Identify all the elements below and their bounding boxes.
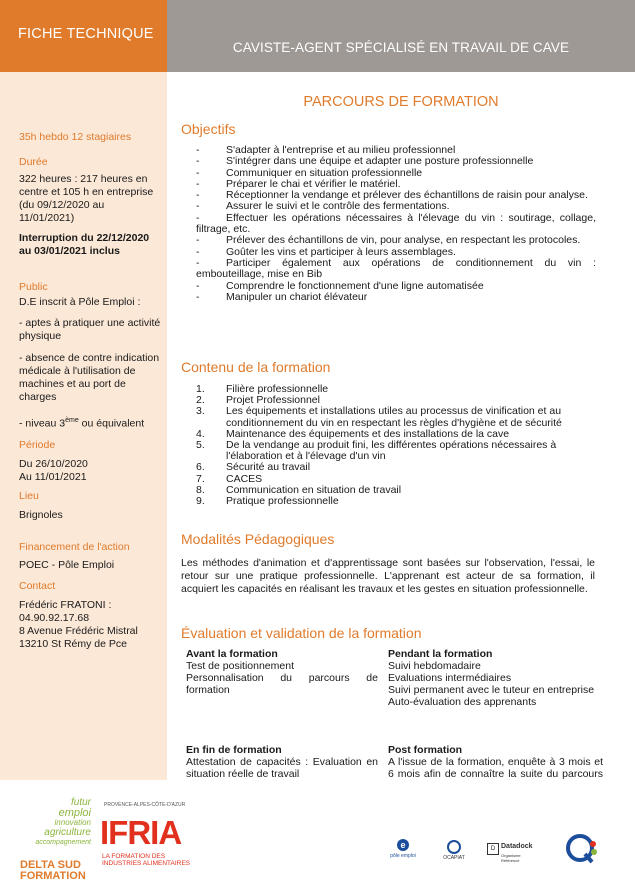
pendant-block [388, 648, 603, 708]
sidebar-duree-text: 322 heures : 217 heures en centre et 105 h en entreprise (du 09/12/2020 au 11/01/2021) [19, 173, 154, 224]
objectif-text: Participer également aux opérations de conditionnement du vin : embouteillage, mise en Bib [196, 256, 596, 281]
objectif-item [196, 213, 596, 236]
objectif-dash: - [196, 256, 200, 269]
header-right-title: CAVISTE-AGENT SPÉCIALISÉ EN TRAVAIL DE CAVE [232, 40, 570, 55]
delta-brand-1: DELTA SUD [20, 859, 81, 871]
contenu-number: 2. [196, 394, 205, 407]
objectif-item [196, 292, 596, 303]
quality-logo-icon [565, 832, 599, 866]
sidebar-lieu-text: Brignoles [19, 509, 63, 521]
contenu-number: 4. [196, 427, 205, 440]
objectifs-list [196, 145, 596, 303]
sidebar-contact-title: Contact [19, 580, 56, 592]
delta-word-3: innovation [54, 818, 91, 827]
ifria-tagline-2: INDUSTRIES ALIMENTAIRES [102, 860, 191, 867]
datadock-logo [487, 843, 547, 871]
datadock-sub-2: Référencé [501, 858, 520, 863]
header-left-banner [0, 0, 167, 72]
avant-item-2: Personnalisation du parcours de formation [186, 672, 378, 696]
ocapiat-label: OCAPIAT [443, 855, 465, 861]
contenu-text: Maintenance des équipements et des installations de la cave [226, 427, 510, 440]
delta-word-1: futur [70, 797, 91, 808]
delta-sud-logo [20, 798, 95, 886]
objectif-text: S'intégrer dans une équipe et adapter une posture professionnelle [226, 155, 534, 168]
contenu-text: Communication en situation de travail [226, 483, 402, 496]
ocapiat-icon [447, 840, 461, 854]
pendant-item-3: Suivi permanent avec le tuteur en entreprise [388, 684, 595, 696]
delta-word-4: agriculture [44, 827, 91, 838]
ocapiat-logo [434, 840, 474, 864]
objectif-dash: - [196, 200, 200, 213]
contenu-text: Sécurité au travail [226, 461, 311, 474]
evaluation-title: Évaluation et validation de la formation [181, 625, 422, 641]
sidebar-periode-2: Au 11/01/2021 [19, 471, 87, 483]
ifria-logo [100, 802, 200, 882]
objectif-dash: - [196, 166, 200, 179]
sidebar-public-1: D.E inscrit à Pôle Emploi : [19, 296, 141, 308]
datadock-sub-1: Organisme [501, 853, 521, 858]
datadock-icon: D [487, 843, 499, 855]
ifria-tagline-1: LA FORMATION DES [102, 853, 166, 860]
pole-emploi-logo [383, 839, 423, 869]
sidebar-public-2: - aptes à pratiquer une activité physique [19, 317, 161, 342]
objectif-text: Effectuer les opérations nécessaires à l'élevage du vin : soutirage, collage, filtrage, etc. [196, 211, 596, 236]
contenu-item [196, 440, 596, 462]
sidebar-periode-title: Période [19, 439, 56, 451]
contenu-text: Filière professionnelle [226, 383, 329, 395]
sidebar-lieu-title: Lieu [19, 490, 39, 502]
sidebar-contact-1: Frédéric FRATONI : [19, 599, 112, 611]
contenu-number: 6. [196, 461, 205, 474]
datadock-label: Datadock [501, 843, 533, 850]
page-title: PARCOURS DE FORMATION [303, 94, 499, 110]
partner-logos [0, 780, 635, 892]
sidebar-contact-4: 13210 St Rémy de Pce [19, 638, 127, 650]
sidebar-duree-title: Durée [19, 156, 48, 168]
sidebar-public-4-pre: - niveau 3 [19, 417, 66, 430]
pendant-item-2: Evaluations intermédiaires [388, 672, 512, 684]
contenu-item [196, 406, 596, 428]
avant-block [186, 648, 378, 696]
avant-item-1: Test de positionnement [186, 660, 294, 672]
header-right-banner [167, 0, 635, 72]
sidebar-public-title: Public [19, 281, 48, 293]
contenu-text: Pratique professionnelle [226, 495, 339, 508]
sidebar-periode-1: Du 26/10/2020 [19, 458, 88, 470]
fin-item-1: Attestation de capacités : Evaluation en situation réelle de travail [186, 756, 378, 780]
objectif-dash: - [196, 234, 200, 247]
delta-word-2: emploi [58, 807, 91, 819]
ifria-brand: IFRIA [100, 814, 182, 851]
delta-brand-2: FORMATION [20, 870, 86, 882]
sidebar-public-4-post: ou équivalent [78, 417, 145, 430]
objectif-dash: - [196, 245, 200, 258]
post-title: Post formation [388, 744, 463, 756]
sidebar-public-4 [19, 414, 161, 431]
objectif-text: S'adapter à l'entreprise et au milieu professionnel [226, 144, 456, 156]
pendant-title: Pendant la formation [388, 648, 493, 660]
contenu-text: De la vendange au produit fini, les différentes opérations nécessaires à l'élaboration et à l'élevage d'un vin [226, 439, 557, 463]
sidebar-summary: 35h hebdo 12 stagiaires [19, 131, 132, 143]
fin-title: En fin de formation [186, 744, 282, 756]
sidebar-interruption: Interruption du 22/12/2020 au 03/01/2021 inclus [19, 232, 150, 257]
contenu-text: Projet Professionnel [226, 394, 320, 407]
sidebar-financement-text: POEC - Pôle Emploi [19, 559, 115, 571]
objectif-dash: - [196, 290, 200, 303]
pendant-item-1: Suivi hebdomadaire [388, 660, 481, 672]
sidebar-contact-3: 8 Avenue Frédéric Mistral [19, 625, 138, 637]
objectif-text: Réceptionner la vendange et prélever des échantillons de raisin pour analyse. [226, 189, 588, 202]
objectif-text: Communiquer en situation professionnelle [226, 166, 423, 179]
contenu-list [196, 384, 596, 507]
objectif-text: Prélever des échantillons de vin, pour analyse, en respectant les protocoles. [226, 234, 581, 247]
delta-word-5: accompagnement [35, 839, 91, 846]
contenu-number: 9. [196, 495, 205, 508]
objectif-text: Manipuler un chariot élévateur [226, 290, 368, 303]
modalites-title: Modalités Pédagogiques [181, 531, 335, 547]
objectifs-title: Objectifs [181, 121, 236, 137]
objectif-text: Comprendre le fonctionnement d'une ligne automatisée [226, 279, 484, 292]
pendant-item-4: Auto-évaluation des apprenants [388, 696, 537, 708]
sidebar [0, 72, 167, 780]
objectif-dash: - [196, 144, 200, 156]
modalites-text: Les méthodes d'animation et d'apprentissage sont basées sur l'observation, l'essai, le retour sur une pratique professionnelle. L'apprenant est acteur de sa formation, il acquiert les capacités en réalisant les travaux et les gestes en situation professionnelle. [181, 557, 595, 595]
contenu-title: Contenu de la formation [181, 359, 331, 375]
contenu-text: CACES [226, 472, 263, 485]
contenu-item [196, 496, 596, 507]
pole-emploi-icon: e [397, 839, 409, 851]
objectif-dash: - [196, 279, 200, 292]
contenu-number: 3. [196, 405, 205, 418]
sidebar-public-3: - absence de contre indication médicale à l'utilisation de machines et au port de charges [19, 352, 160, 403]
contenu-text: Les équipements et installations utiles au processus de vinification et au conditionnement du vin en respectant les règles d'hygiène et de sécurité [226, 405, 562, 429]
header-left-title: FICHE TECHNIQUE [18, 26, 154, 42]
contenu-number: 1. [196, 383, 205, 395]
sidebar-financement-title: Financement de l'action [19, 541, 130, 553]
objectif-dash: - [196, 189, 200, 202]
contenu-number: 7. [196, 472, 205, 485]
objectif-dash: - [196, 211, 200, 224]
objectif-text: Préparer le chai et vérifier le matériel. [226, 177, 401, 190]
objectif-dash: - [196, 177, 200, 190]
objectif-text: Goûter les vins et participer à leurs assemblages. [226, 245, 456, 258]
avant-title: Avant la formation [186, 648, 278, 660]
pole-emploi-label: pôle emploi [390, 853, 416, 859]
contenu-number: 8. [196, 483, 205, 496]
objectif-item [196, 258, 596, 281]
ifria-region: PROVENCE-ALPES-CÔTE-D'AZUR [104, 802, 186, 808]
contenu-number: 5. [196, 439, 205, 452]
post-item-1: A l'issue de la formation, enquête à 3 mois et 6 mois afin de connaître la suite du parcours [388, 756, 603, 780]
objectif-text: Assurer le suivi et le contrôle des fermentations. [226, 200, 450, 213]
sidebar-contact-2: 04.90.92.17.68 [19, 612, 90, 624]
objectif-dash: - [196, 155, 200, 168]
sidebar-public-4-sup: ème [65, 417, 79, 424]
